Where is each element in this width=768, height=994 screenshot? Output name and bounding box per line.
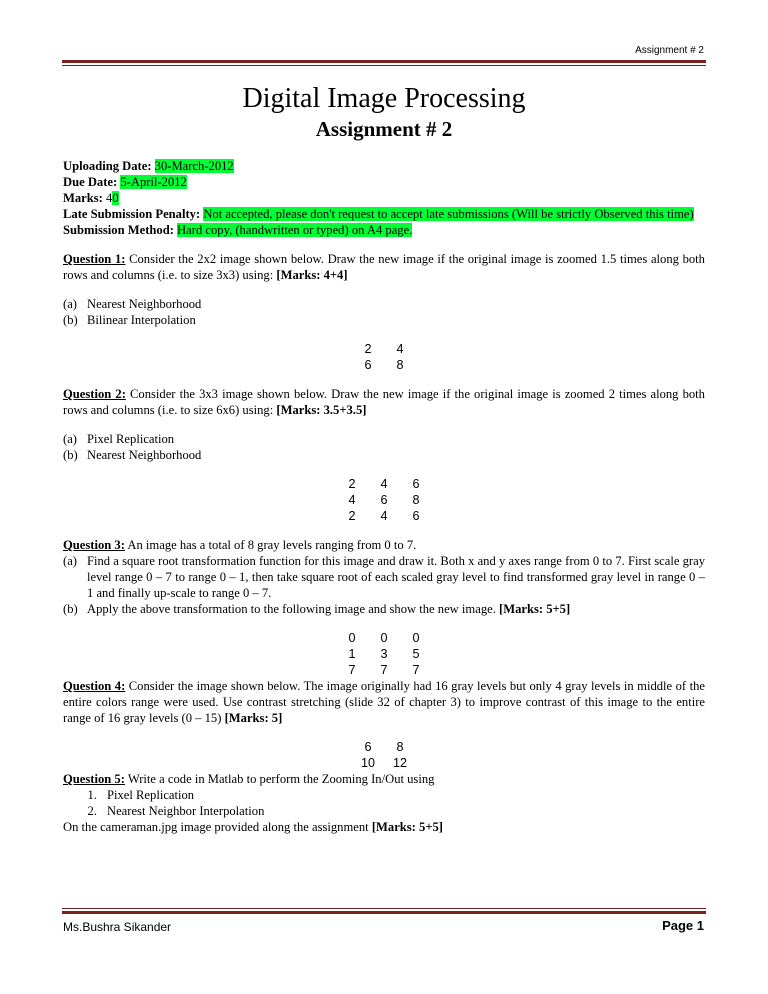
method-line: Submission Method: Hard copy, (handwritten or typed) on A4 page. — [63, 223, 413, 237]
page-number: Page 1 — [662, 918, 704, 933]
q2-option-b: (b) Nearest Neighborhood — [63, 448, 202, 462]
q3-option-b: (b) Apply the above transformation to the following image and show the new image. [Marks: 5+5] — [63, 602, 571, 616]
question-4: Question 4: Consider the image shown below. The image originally had 16 gray levels but only 4 gray levels in middle of the entire colors range were used. Use contrast stretching (slide 32 of chapter 3) to improve contrast of this image to the entire range of 16 gray levels (0 – 15) [Marks: 5] — [63, 679, 705, 725]
footer-rule-thin — [62, 908, 706, 909]
question-1: Question 1: Consider the 2x2 image shown below. Draw the new image if the original image is zoomed 1.5 times along both rows and columns (i.e. to size 3x3) using: [Marks: 4+4] — [63, 252, 705, 282]
q2-matrix: 2 4 6 4 6 8 2 4 6 — [348, 477, 420, 523]
question-2: Question 2: Consider the 3x3 image shown below. Draw the new image if the original image is zoomed 2 times along both rows and columns (i.e. to size 6x6) using: [Marks: 3.5+3.5] — [63, 387, 705, 417]
upload-date-value: 30-March-2012 — [154, 159, 234, 173]
q1-option-a: (a) Nearest Neighborhood — [63, 297, 202, 311]
penalty-line: Late Submission Penalty: Not accepted, please don't request to accept late submissions (Will be strictly Observed this time) — [63, 207, 694, 221]
q2-option-a: (a) Pixel Replication — [63, 432, 175, 446]
question-3: Question 3: An image has a total of 8 gray levels ranging from 0 to 7. — [63, 538, 417, 552]
q3-option-a: (a) Find a square root transformation function for this image and draw it. Both x and y axes range from 0 to 7. First scale gray level range 0 – 7 to range 0 – 1, then take square root of each scaled gray level to find transformed gray level in range 0 – 1 and finally up-scale to range 0 – 7. — [63, 554, 705, 600]
q5-item-2: 2. Nearest Neighbor Interpolation — [87, 804, 265, 818]
running-header: Assignment # 2 — [635, 45, 704, 56]
footer-rule — [62, 911, 706, 914]
header-rule-thin — [62, 65, 706, 66]
due-date-value: 5-April-2012 — [120, 175, 187, 189]
question-5: Question 5: Write a code in Matlab to perform the Zooming In/Out using — [63, 772, 435, 786]
q1-matrix: 2 4 6 8 — [364, 342, 404, 372]
q3-matrix: 0 0 0 1 3 5 7 7 7 — [348, 631, 420, 677]
header-rule — [62, 60, 706, 63]
q4-matrix: 6 8 10 12 — [360, 740, 407, 770]
document-title: Digital Image Processing — [242, 83, 526, 114]
document-body — [63, 158, 705, 835]
footer-author: Ms.Bushra Sikander — [63, 920, 172, 934]
penalty-value: Not accepted, please don't request to accept late submissions (Will be strictly Observed this time) — [203, 207, 694, 221]
due-date-line: Due Date: 5-April-2012 — [63, 175, 187, 189]
q5-item-1: 1. Pixel Replication — [87, 788, 195, 802]
upload-date-line: Uploading Date: 30-March-2012 — [63, 159, 234, 173]
method-value: Hard copy, (handwritten or typed) on A4 page. — [177, 223, 413, 237]
document-subtitle: Assignment # 2 — [315, 117, 453, 141]
marks-line: Marks: 40 — [63, 191, 119, 205]
q5-tail: On the cameraman.jpg image provided along the assignment [Marks: 5+5] — [63, 820, 443, 834]
q1-option-b: (b) Bilinear Interpolation — [63, 313, 196, 327]
